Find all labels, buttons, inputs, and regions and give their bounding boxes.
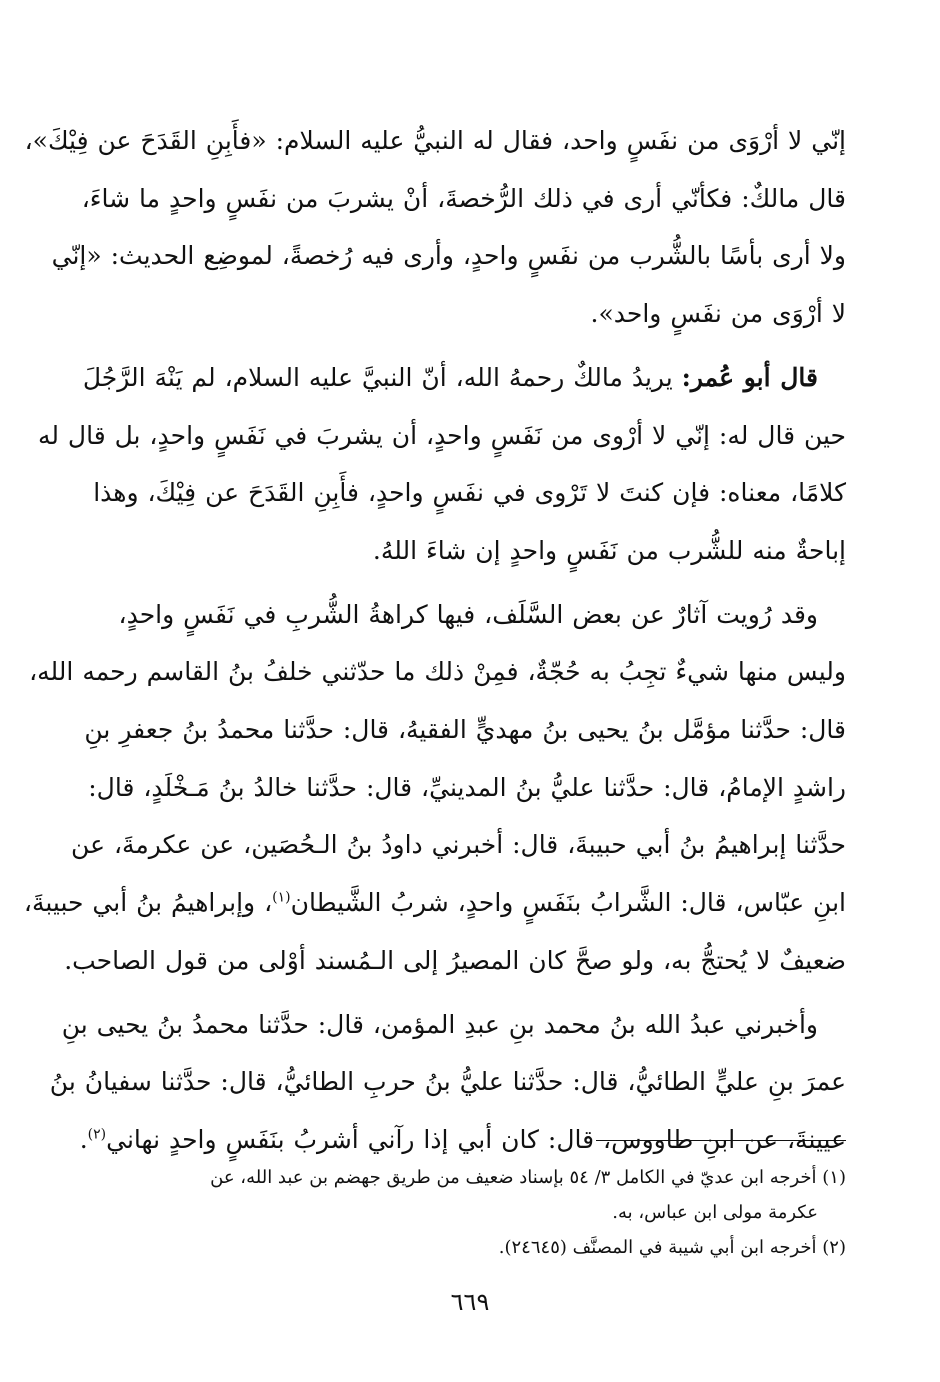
text-line: حين قال له: إنّي لا أرْوى من نَفَسٍ واحدٍ، أن يشربَ في نَفَسٍ واحدٍ، بل قال له [37, 420, 846, 450]
paragraph-4 [49, 996, 846, 1169]
text-segment: ، وإبراهيمُ بنُ أبي حبيبةَ، [23, 888, 273, 918]
main-text [23, 112, 846, 1175]
text-line: ولا أرى بأسًا بالشُّرب من نفَسٍ واحدٍ، وأرى فيه رُخصةً، لموضِع الحديث: «إنّي [51, 241, 846, 271]
text-line: عمرَ بنِ عليٍّ الطائيُّ، قال: حدَّثنا عليُّ بنُ حربِ الطائيُّ، قال: حدَّثنا سفيانُ بنُ [49, 1067, 846, 1097]
text-line: لا أرْوَى من نفَسٍ واحد». [590, 299, 846, 329]
speaker-label: قال أبو عُمر: [681, 362, 818, 392]
footnote-2: (٢) أخرجه ابن أبي شيبة في المصنَّف (٢٤٦٤٥). [498, 1237, 846, 1258]
page-number: ٦٦٩ [450, 1288, 490, 1316]
footnotes [94, 1160, 846, 1265]
text-line [82, 349, 846, 407]
text-line: ضعيفٌ لا يُحتجُّ به، ولو صحَّ كان المصيرُ إلى الـمُسند أوْلى من قول الصاحب. [64, 945, 846, 975]
footnote-marker[interactable]: (١) [272, 889, 291, 906]
text-line: راشدٍ الإمامُ، قال: حدَّثنا عليُّ بنُ المدينيِّ، قال: حدَّثنا خالدُ بنُ مَـخْلَدٍ، قال: [88, 772, 846, 802]
footnote-1-continuation: عكرمة مولى ابن عباس، به. [612, 1202, 818, 1223]
footnote-1: (١) أخرجه ابن عديّ في الكامل ٣/ ٥٤ بإسناد ضعيف من طريق جهضم بن عبد الله، عن [210, 1167, 846, 1188]
text-line: إنّي لا أرْوَى من نفَسٍ واحد، فقال له النبيُّ عليه السلام: «فأَبِنِ القَدَحَ عن فِيْكَ»، [24, 126, 846, 155]
paragraph-3 [23, 586, 846, 990]
text-line: وليس منها شيءٌ تجِبُ به حُجّةٌ، فمِنْ ذلك ما حدّثني خلفُ بنُ القاسم رحمه الله، [29, 657, 846, 687]
text-line: وقد رُويت آثارٌ عن بعض السَّلَف، فيها كراهةُ الشُّربِ في نَفَسٍ واحدٍ، [118, 599, 818, 629]
text-line: وأخبرني عبدُ الله بنُ محمد بنِ عبدِ المؤمن، قال: حدَّثنا محمدُ بنُ يحيى بنِ [61, 1009, 818, 1039]
text-line [23, 874, 846, 932]
text-line: قال: حدَّثنا مؤمَّل بنُ يحيى بنُ مهديٍّ الفقيهُ، قال: حدَّثنا محمدُ بنُ جعفرِ بنِ [84, 715, 846, 745]
text-segment: ابنِ عبّاس، قال: الشَّرابُ بنَفَسٍ واحدٍ، شربُ الشَّيطان [290, 888, 846, 918]
paragraph-1 [24, 112, 846, 343]
text-line: قال مالكٌ: فكأنّي أرى في ذلك الرُّخصةَ، أنْ يشربَ من نفَسٍ واحدٍ ما شاءَ، [81, 183, 846, 213]
footnote-marker[interactable]: (٢) [87, 1126, 107, 1143]
text-segment: عيينةَ، عن ابنِ طاووس، قال: كان أبي إذا رآني أشربُ بنَفَسٍ واحدٍ نهاني [106, 1124, 846, 1154]
text-line: كلامًا، معناه: فإن كنتَ لا تَرْوى في نفَسٍ واحدٍ، فأَبِنِ القَدَحَ عن فِيْكَ، وهذا [93, 478, 846, 508]
text-line: حدَّثنا إبراهيمُ بنُ أبي حبيبةَ، قال: أخبرني داودُ بنُ الـحُصَين، عن عكرمةَ، عن [71, 830, 846, 860]
paragraph-2 [37, 349, 846, 580]
text-segment: يريدُ مالكٌ رحمهُ الله، أنّ النبيَّ عليه السلام، لم يَنْهَ الرَّجُلَ [82, 362, 682, 392]
text-line: إباحةٌ منه للشُّرب من نَفَسٍ واحدٍ إن شاءَ اللهُ. [372, 535, 846, 565]
footnote-separator [596, 1140, 846, 1141]
text-segment: . [79, 1124, 88, 1154]
